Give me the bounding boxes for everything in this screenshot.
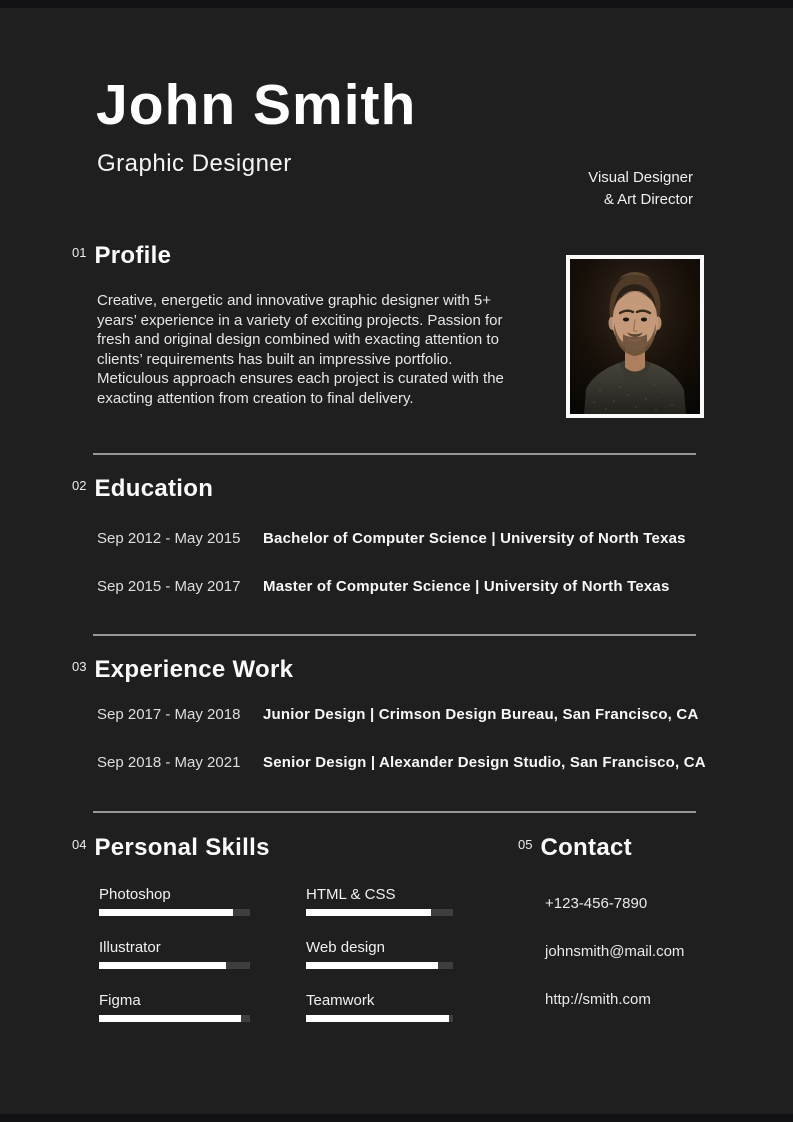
tagline-line: Visual Designer bbox=[588, 169, 693, 186]
skill-label: Illustrator bbox=[99, 939, 161, 956]
contact-section-heading bbox=[518, 835, 632, 861]
timeline-row bbox=[97, 530, 686, 547]
profile-section-heading bbox=[72, 243, 171, 269]
profile-photo bbox=[566, 255, 704, 418]
skill-bar-fill bbox=[306, 962, 438, 969]
job-title: Graphic Designer bbox=[97, 150, 292, 177]
profile-text-line: Creative, energetic and innovative graphic designer with 5+ bbox=[97, 292, 491, 309]
tagline bbox=[588, 167, 693, 210]
skill-bar-track bbox=[306, 909, 453, 916]
skill-bar-fill bbox=[99, 909, 233, 916]
skill-bar-track bbox=[306, 1015, 453, 1022]
skill-item bbox=[306, 886, 453, 916]
section-divider bbox=[93, 453, 696, 455]
experience-section-title: Experience Work bbox=[94, 656, 294, 683]
date-range: Sep 2015 - May 2017 bbox=[97, 578, 241, 595]
profile-section-number: 01 bbox=[72, 245, 87, 260]
portrait-illustration bbox=[570, 259, 700, 414]
skill-label: Figma bbox=[99, 992, 141, 1009]
entry-detail: Bachelor of Computer Science | University of North Texas bbox=[263, 530, 686, 547]
education-section-title: Education bbox=[94, 475, 214, 502]
experience-section-number: 03 bbox=[72, 659, 87, 674]
profile-section-title: Profile bbox=[94, 242, 172, 269]
education-section-heading bbox=[72, 476, 213, 502]
skills-section-title: Personal Skills bbox=[94, 834, 270, 861]
skill-item bbox=[306, 939, 453, 969]
skill-label: HTML & CSS bbox=[306, 886, 396, 903]
skill-label: Teamwork bbox=[306, 992, 375, 1009]
date-range: Sep 2018 - May 2021 bbox=[97, 754, 241, 771]
profile-text-line: years’ experience in a variety of exciting projects. Passion for bbox=[97, 311, 503, 329]
person-name: John Smith bbox=[96, 73, 417, 137]
tagline-line: & Art Director bbox=[603, 190, 693, 208]
page-edge-top bbox=[0, 0, 793, 8]
contact-item: +123-456-7890 bbox=[545, 895, 648, 912]
contact-item: http://smith.com bbox=[545, 991, 651, 1008]
education-list bbox=[97, 530, 686, 626]
skill-bar-fill bbox=[99, 1015, 241, 1022]
contact-list bbox=[545, 895, 684, 1039]
page-edge-bottom bbox=[0, 1114, 793, 1122]
entry-detail: Senior Design | Alexander Design Studio, San Francisco, CA bbox=[263, 754, 706, 771]
education-section-number: 02 bbox=[72, 478, 87, 493]
timeline-row bbox=[97, 754, 706, 771]
profile-text-line: fresh and original design combined with exacting attention to bbox=[97, 331, 499, 349]
contact-item: johnsmith@mail.com bbox=[545, 943, 685, 960]
section-divider bbox=[93, 811, 696, 813]
entry-detail: Junior Design | Crimson Design Bureau, San Francisco, CA bbox=[263, 706, 699, 723]
section-divider bbox=[93, 634, 696, 636]
date-range: Sep 2017 - May 2018 bbox=[97, 706, 241, 723]
skill-label: Web design bbox=[306, 939, 385, 956]
experience-list bbox=[97, 706, 706, 802]
entry-detail: Master of Computer Science | University of North Texas bbox=[263, 578, 670, 595]
skill-item bbox=[99, 886, 250, 916]
skills-section-heading bbox=[72, 835, 270, 861]
contact-section-number: 05 bbox=[518, 837, 533, 852]
date-range: Sep 2012 - May 2015 bbox=[97, 530, 241, 547]
profile-text bbox=[97, 291, 557, 409]
skill-bar-fill bbox=[306, 1015, 449, 1022]
skills-column-left bbox=[99, 886, 250, 1045]
skill-item bbox=[99, 992, 250, 1022]
skill-bar-track bbox=[306, 962, 453, 969]
skill-item bbox=[306, 992, 453, 1022]
skill-bar-track bbox=[99, 962, 250, 969]
skill-bar-fill bbox=[306, 909, 431, 916]
skills-section-number: 04 bbox=[72, 837, 87, 852]
experience-section-heading bbox=[72, 657, 293, 683]
profile-text-line: exacting attention from creation to final delivery. bbox=[97, 389, 414, 407]
contact-section-title: Contact bbox=[540, 834, 632, 861]
profile-text-line: clients’ requirements has built an impressive portfolio. bbox=[97, 350, 453, 368]
skill-label: Photoshop bbox=[99, 886, 171, 903]
profile-text-line: Meticulous approach ensures each project is curated with the bbox=[97, 370, 504, 388]
skill-item bbox=[99, 939, 250, 969]
timeline-row bbox=[97, 706, 706, 723]
timeline-row bbox=[97, 578, 686, 595]
skill-bar-track bbox=[99, 909, 250, 916]
skill-bar-fill bbox=[99, 962, 226, 969]
skills-column-right bbox=[306, 886, 453, 1045]
skill-bar-track bbox=[99, 1015, 250, 1022]
